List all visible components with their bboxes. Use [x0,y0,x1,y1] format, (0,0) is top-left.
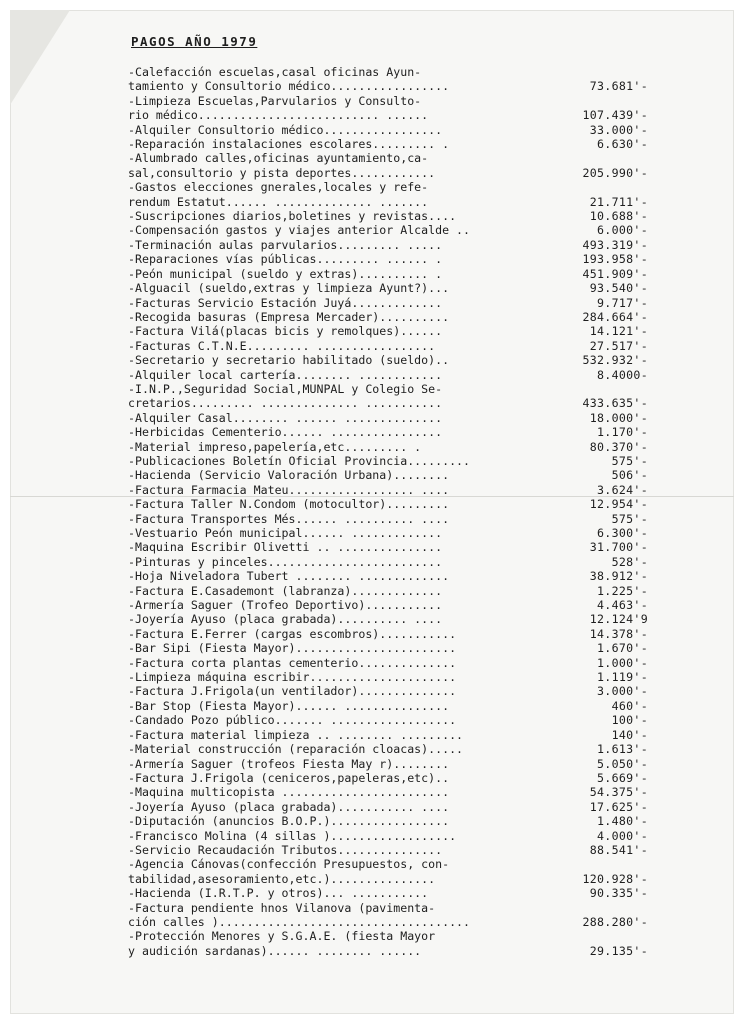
payment-description: -Francisco Molina (4 sillas ).................. [128,828,457,843]
payment-row [128,440,648,454]
payment-description: -Factura Vilá(placas bicis y remolques)...... [128,324,443,339]
payment-amount: 193.958'- [582,252,648,267]
payment-description: -I.N.P.,Seguridad Social,MUNPAL y Colegio Se- [128,381,443,396]
payment-amount: 100'- [611,713,648,728]
payment-amount: 5.669'- [597,770,648,785]
payment-row [128,598,648,612]
payment-row [128,180,648,194]
payment-row [128,757,648,771]
payment-amount: 80.370'- [589,439,648,454]
payment-description: -Factura E.Casademont (labranza)............. [128,583,443,598]
payment-row [128,555,648,569]
payment-row [128,468,648,482]
payment-description: -Agencia Cánovas(confección Presupuestos, con- [128,857,450,872]
payment-row [128,339,648,353]
payment-description: ción calles ).................................... [128,914,471,929]
payment-amount: 6.300'- [597,526,648,540]
payment-description: -Peón municipal (sueldo y extras).......... . [128,266,443,281]
folded-corner [10,10,70,105]
payment-row [128,929,648,943]
payment-amount: 1.613'- [597,742,648,757]
payment-row [128,411,648,425]
payment-description: -Maquina Escribir Olivetti .. ............... [128,540,443,555]
payment-amount: 1.119'- [597,670,648,685]
payment-amount: 18.000'- [589,410,648,425]
payment-amount: 73.681'- [589,79,648,94]
payment-description: -Gastos elecciones gnerales,locales y refe- [128,180,429,195]
payment-row [128,123,648,137]
payment-amount: 3.000'- [597,684,648,699]
payment-description: -Material construcción (reparación cloacas)..... [128,742,464,757]
payment-amount: 3.624'- [597,482,648,497]
payment-description: -Servicio Recaudación Tributos............... [128,842,443,857]
payment-amount: 284.664'- [582,309,648,324]
payment-row [128,368,648,382]
payment-row [128,151,648,165]
payment-row [128,382,648,396]
payment-row [128,425,648,439]
payment-row [128,684,648,698]
payment-amount: 1.170'- [597,425,648,440]
payment-row [128,137,648,151]
payment-description: -Material impreso,papelería,etc......... . [128,439,422,454]
payment-row [128,656,648,670]
payment-description: -Facturas C.T.N.E......... ................. [128,338,436,353]
payment-amount: 8.4000- [597,367,648,382]
payment-description: -Factura J.Frigola(un ventilador).............. [128,684,457,699]
payment-description: -Recogida basuras (Empresa Mercader).......... [128,309,450,324]
payment-amount: 6.630'- [597,137,648,152]
payment-row [128,540,648,554]
payment-row [128,641,648,655]
payment-description: rio médico.......................... ...... [128,108,429,123]
payment-amount: 6.000'- [597,223,648,238]
payment-description: sal,consultorio y pista deportes............ [128,165,436,180]
payment-row [128,252,648,266]
payments-list [128,65,648,958]
payment-row [128,65,648,79]
payment-amount: 10.688'- [589,209,648,224]
payment-amount: 12.124'9 [589,612,648,627]
payment-description: tabilidad,asesoramiento,etc.)............... [128,871,436,886]
payment-amount: 1.480'- [597,814,648,829]
payment-amount: 29.135'- [589,943,648,958]
payment-description: -Factura pendiente hnos Vilanova (pavimenta- [128,900,436,915]
payment-row [128,497,648,511]
payment-description: -Herbicidas Cementerio...... ................ [128,425,443,440]
payment-row [128,296,648,310]
payment-description: -Factura Farmacia Mateu.................. .... [128,482,450,497]
payment-description: -Hacienda (Servicio Valoración Urbana)........ [128,468,450,483]
payment-row [128,94,648,108]
payment-description: -Publicaciones Boletín Oficial Provincia......... [128,453,471,468]
payment-description: -Vestuario Peón municipal...... ............. [128,526,443,540]
payment-amount: 575'- [611,453,648,468]
payment-row [128,944,648,958]
payment-row [128,713,648,727]
payment-description: -Factura Taller N.Condom (motocultor)......... [128,497,450,512]
payment-description: -Compensación gastos y viajes anterior Alcalde .. [128,223,471,238]
payment-description: -Bar Stop (Fiesta Mayor)...... ............... [128,698,450,713]
payment-description: -Joyería Ayuso (placa grabada)........... .... [128,799,450,814]
payment-amount: 140'- [611,727,648,742]
payment-description: rendum Estatut...... .............. ....... [128,194,429,209]
payment-amount: 4.000'- [597,828,648,843]
payment-amount: 288.280'- [582,914,648,929]
payment-amount: 506'- [611,468,648,483]
payment-description: -Suscripciones diarios,boletines y revistas.... [128,209,457,224]
payment-amount: 17.625'- [589,799,648,814]
payment-amount: 433.635'- [582,396,648,411]
payment-amount: 205.990'- [582,165,648,180]
payment-amount: 93.540'- [589,281,648,296]
payment-amount: 21.711'- [589,194,648,209]
payment-description: -Factura material limpieza .. ........ ......... [128,727,464,742]
payment-description: -Factura corta plantas cementerio.............. [128,655,457,670]
payment-description: -Alquiler Consultorio médico................. [128,122,443,137]
payment-row [128,396,648,410]
payment-description: -Diputación (anuncios B.O.P.)................. [128,814,450,829]
payment-row [128,281,648,295]
payment-description: -Hoja Niveladora Tubert ........ ............. [128,569,450,584]
payment-amount: 107.439'- [582,108,648,123]
payment-description: -Alguacil (sueldo,extras y limpieza Ayunt?)... [128,281,450,296]
payment-amount: 88.541'- [589,842,648,857]
payment-amount: 5.050'- [597,756,648,771]
payment-amount: 1.670'- [597,641,648,656]
payment-description: -Limpieza máquina escribir..................... [128,670,457,685]
payment-description: -Candado Pozo público....... .................. [128,713,457,728]
payment-row [128,785,648,799]
payment-row [128,800,648,814]
payment-description: -Protección Menores y S.G.A.E. (fiesta Mayor [128,929,436,944]
payment-description: -Factura Transportes Més...... .......... .... [128,511,450,526]
payment-row [128,569,648,583]
payment-row [128,627,648,641]
payment-row [128,166,648,180]
payment-row [128,728,648,742]
payment-description: -Hacienda (I.R.T.P. y otros)... ........... [128,886,429,901]
payment-row [128,483,648,497]
document-title: PAGOS AÑO 1979 [131,34,258,49]
payment-description: -Alquiler Casal........ ...... .............. [128,410,443,425]
payment-amount: 4.463'- [597,598,648,613]
payment-description: -Factura E.Ferrer (cargas escombros)........... [128,626,457,641]
payment-row [128,238,648,252]
payment-row [128,584,648,598]
payment-row [128,814,648,828]
payment-description: -Armería Saguer (Trofeo Deportivo)........... [128,598,443,613]
payment-row [128,612,648,626]
payment-amount: 14.121'- [589,324,648,339]
payment-amount: 38.912'- [589,569,648,584]
payment-row [128,454,648,468]
payment-description: cretarios......... .............. ........... [128,396,443,411]
payment-description: -Facturas Servicio Estación Juyá............. [128,295,443,310]
payment-row [128,353,648,367]
payment-description: -Alquiler local cartería........ ............ [128,367,443,382]
payment-row [128,670,648,684]
payment-row [128,886,648,900]
payment-description: y audición sardanas)...... ........ ...... [128,943,422,958]
payment-row [128,195,648,209]
payment-description: -Reparaciones vías públicas......... ...... . [128,252,443,267]
payment-row [128,79,648,93]
payment-row [128,209,648,223]
payment-amount: 1.000'- [597,655,648,670]
payment-description: -Armería Saguer (trofeos Fiesta May r)........ [128,756,450,771]
payment-description: -Maquina multicopista ........................ [128,785,450,800]
payment-row [128,310,648,324]
payment-description: -Pinturas y pinceles......................... [128,554,443,569]
payment-row [128,512,648,526]
payment-amount: 575'- [611,511,648,526]
payment-amount: 27.517'- [589,338,648,353]
payment-amount: 12.954'- [589,497,648,512]
payment-amount: 528'- [611,554,648,569]
payment-description: -Calefacción escuelas,casal oficinas Ayun- [128,65,422,79]
payment-amount: 54.375'- [589,785,648,800]
payment-description: -Limpieza Escuelas,Parvularios y Consulto- [128,93,422,108]
payment-row [128,901,648,915]
payment-row [128,843,648,857]
payment-amount: 9.717'- [597,295,648,310]
payment-description: -Factura J.Frigola (ceniceros,papeleras,etc).. [128,770,450,785]
payment-row [128,223,648,237]
payment-row [128,915,648,929]
payment-row [128,108,648,122]
payment-amount: 1.225'- [597,583,648,598]
payment-description: -Alumbrado calles,oficinas ayuntamiento,ca- [128,151,429,166]
payment-row [128,872,648,886]
payment-amount: 90.335'- [589,886,648,901]
payment-row [128,771,648,785]
payment-description: -Joyería Ayuso (placa grabada).......... .... [128,612,443,627]
payment-amount: 14.378'- [589,626,648,641]
payment-amount: 33.000'- [589,122,648,137]
payment-row [128,324,648,338]
payment-row [128,829,648,843]
payment-row [128,857,648,871]
payment-description: -Terminación aulas parvularios......... ..... [128,237,443,252]
payment-amount: 31.700'- [589,540,648,555]
payment-row [128,742,648,756]
payment-amount: 451.909'- [582,266,648,281]
payment-amount: 493.319'- [582,237,648,252]
payment-row [128,526,648,540]
payment-description: -Bar Sipi (Fiesta Mayor)....................... [128,641,457,656]
payment-amount: 460'- [611,698,648,713]
payment-amount: 120.928'- [582,871,648,886]
payment-description: -Secretario y secretario habilitado (sueldo).. [128,353,450,368]
payment-description: -Reparación instalaciones escolares......... . [128,137,450,152]
payment-row [128,699,648,713]
payment-description: tamiento y Consultorio médico................. [128,79,450,94]
payment-row [128,267,648,281]
payment-amount: 532.932'- [582,353,648,368]
